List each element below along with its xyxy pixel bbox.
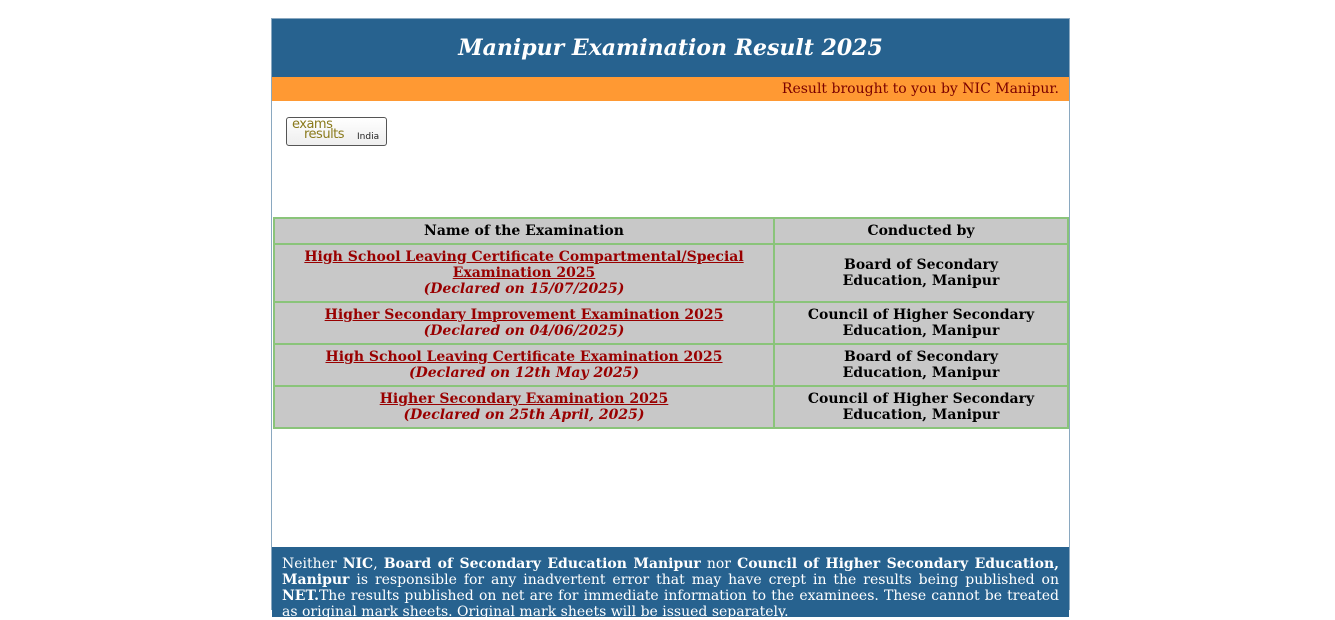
declared-date: (Declared on 12th May 2025) [408,365,640,381]
exam-cell [274,244,774,302]
exams-results-india-logo[interactable] [286,117,387,146]
credit-bar [272,77,1069,101]
column-header-conducted-by: Conducted by [774,218,1068,244]
conducted-by-cell: Council of Higher Secondary Education, Manipur [774,302,1068,344]
exam-cell [274,344,774,386]
exam-cell [274,386,774,428]
conducted-by-cell: Board of Secondary Education, Manipur [774,244,1068,302]
disclaimer-text-3: nor [700,556,738,572]
logo-line2: results [304,127,345,142]
exam-link-hs-improvement[interactable]: Higher Secondary Improvement Examination 2025 [324,307,724,323]
page-title-bar [272,19,1069,77]
exam-cell [274,302,774,344]
disclaimer-bold-nic: NIC [342,556,374,572]
table-row [274,386,1068,428]
conducted-by-cell: Council of Higher Secondary Education, Manipur [774,386,1068,428]
declared-date: (Declared on 04/06/2025) [423,323,625,339]
exam-link-hslc[interactable]: High School Leaving Certificate Examination 2025 [325,349,723,365]
disclaimer-bold-chse: Council of Higher Secondary Education, Manipur [282,556,1059,588]
page-title: Manipur Examination Result 2025 [458,35,883,61]
exam-link-hslc-compartmental[interactable]: High School Leaving Certificate Compartmental/Special Examination 2025 [304,249,744,281]
exam-link-hs[interactable]: Higher Secondary Examination 2025 [379,391,669,407]
disclaimer-text-1: Neither [282,556,343,572]
table-row [274,344,1068,386]
conducted-by-cell: Board of Secondary Education, Manipur [774,344,1068,386]
disclaimer-bold-net: NET. [282,588,319,604]
column-header-exam: Name of the Examination [274,218,774,244]
page-frame [271,18,1070,620]
credit-text: Result brought to you by NIC Manipur. [781,81,1059,97]
disclaimer-text-2: , [373,556,384,572]
disclaimer-box [272,547,1069,620]
exam-results-table [273,217,1069,429]
table-row [274,244,1068,302]
logo-line1: exams [292,117,333,132]
table-row [274,302,1068,344]
disclaimer-text-5: The results published on net are for immediate information to the examinees. These cannot be treated as original mark sheets. Original mark sheets will be issued separately. [282,588,1059,620]
disclaimer-text-4: is responsible for any inadvertent error that may have crept in the results being published on [349,572,1059,588]
table-header-row [274,218,1068,244]
disclaimer-bold-bse: Board of Secondary Education Manipur [383,556,701,572]
declared-date: (Declared on 15/07/2025) [423,281,625,297]
declared-date: (Declared on 25th April, 2025) [403,407,645,423]
logo-line3: India [357,132,380,142]
